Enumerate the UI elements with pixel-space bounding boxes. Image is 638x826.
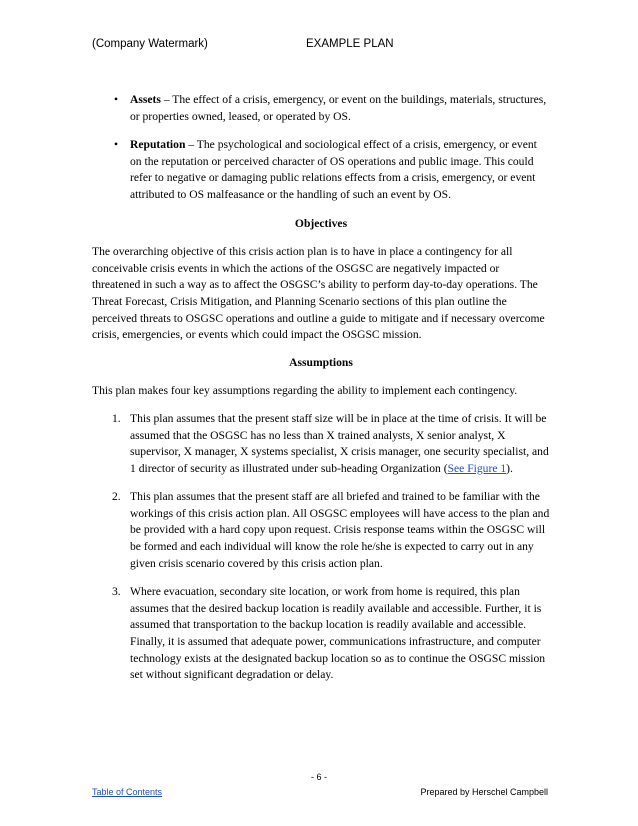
list-item [92, 584, 550, 684]
item-text: This plan assumes that the present staff are all briefed and trained to be familiar with the workings of this crisis action plan. All OSGSC employees will have access to the plan and be provided with a hard copy upon request. Crisis response teams within the OSGSC will be formed and each individual will know the role he/she is expected to carry out in any given crisis scenario covered by this crisis action plan. [130, 490, 550, 570]
item-text-end: ). [506, 461, 513, 475]
page-body [92, 92, 550, 696]
table-of-contents-link[interactable]: Table of Contents [92, 787, 163, 797]
item-number: 2. [112, 490, 121, 504]
item-number: 3. [112, 585, 121, 599]
company-watermark: (Company Watermark) [92, 38, 208, 50]
document-title: EXAMPLE PLAN [306, 38, 394, 50]
item-text: – The effect of a crisis, emergency, or event on the buildings, materials, structures, or properties owned, leased, or operated by OS. [130, 93, 547, 123]
assumptions-list [92, 411, 550, 684]
objectives-paragraph: The overarching objective of this crisis action plan is to have in place a contingency for all conceivable crisis events in which the actions of the OSGSC are negatively impacted or threatened in such a way as to affect the OSGSC’s ability to perform day-to-day operations. The Threat Forecast, Crisis Mitigation, and Planning Scenario sections of this plan outline the perceived threats to OSGSC operations and outline a guide to mitigate and if necessary overcome crisis, emergencies, or events which could impact the OSGSC mission. [92, 245, 545, 342]
bullet-icon: • [114, 93, 119, 106]
see-figure-1-link[interactable]: See Figure 1 [447, 461, 507, 475]
list-item [92, 137, 550, 203]
page-number: - 6 - [310, 772, 327, 782]
page-footer [92, 787, 548, 801]
assumptions-intro: This plan makes four key assumptions regarding the ability to implement each contingency. [92, 384, 518, 398]
objectives-heading: Objectives [294, 216, 348, 230]
item-term: Assets [130, 93, 161, 106]
list-item [92, 92, 550, 125]
prepared-by: Prepared by Herschel Campbell [420, 787, 548, 797]
assumptions-heading: Assumptions [289, 355, 353, 369]
item-text: Where evacuation, secondary site location, or work from home is required, this plan assumes that the desired backup location is readily available and accessible. Further, it is assumed that transportation to the backup location is readily available and accessible. Finally, it is assumed that adequate power, communications infrastructure, and computer technology exists at the designated backup location so as to continue the OSGSC mission set without significant degradation or delay. [130, 585, 546, 682]
item-text: This plan assumes that the present staff size will be in place at the time of crisis. It will be assumed that the OSGSC has no less than X trained analysts, X senior analyst, X supervisor, X manager, X systems specialist, X crisis manager, one security specialist, and 1 director of security as illustrated under sub-heading Organization ( [130, 411, 549, 475]
list-item [92, 489, 550, 572]
item-term: Reputation [130, 138, 186, 152]
bullet-icon: • [114, 138, 119, 152]
item-number: 1. [112, 411, 121, 425]
impact-list [92, 92, 550, 204]
list-item [92, 411, 550, 477]
item-text: – The psychological and sociological effect of a crisis, emergency, or event on the reputation or perceived character of OS operations and public image. This could refer to negative or damaging public relations effects from a crisis, emergency, or event attributed to OS malfeasance or the handling of such an event by OS. [130, 138, 537, 201]
